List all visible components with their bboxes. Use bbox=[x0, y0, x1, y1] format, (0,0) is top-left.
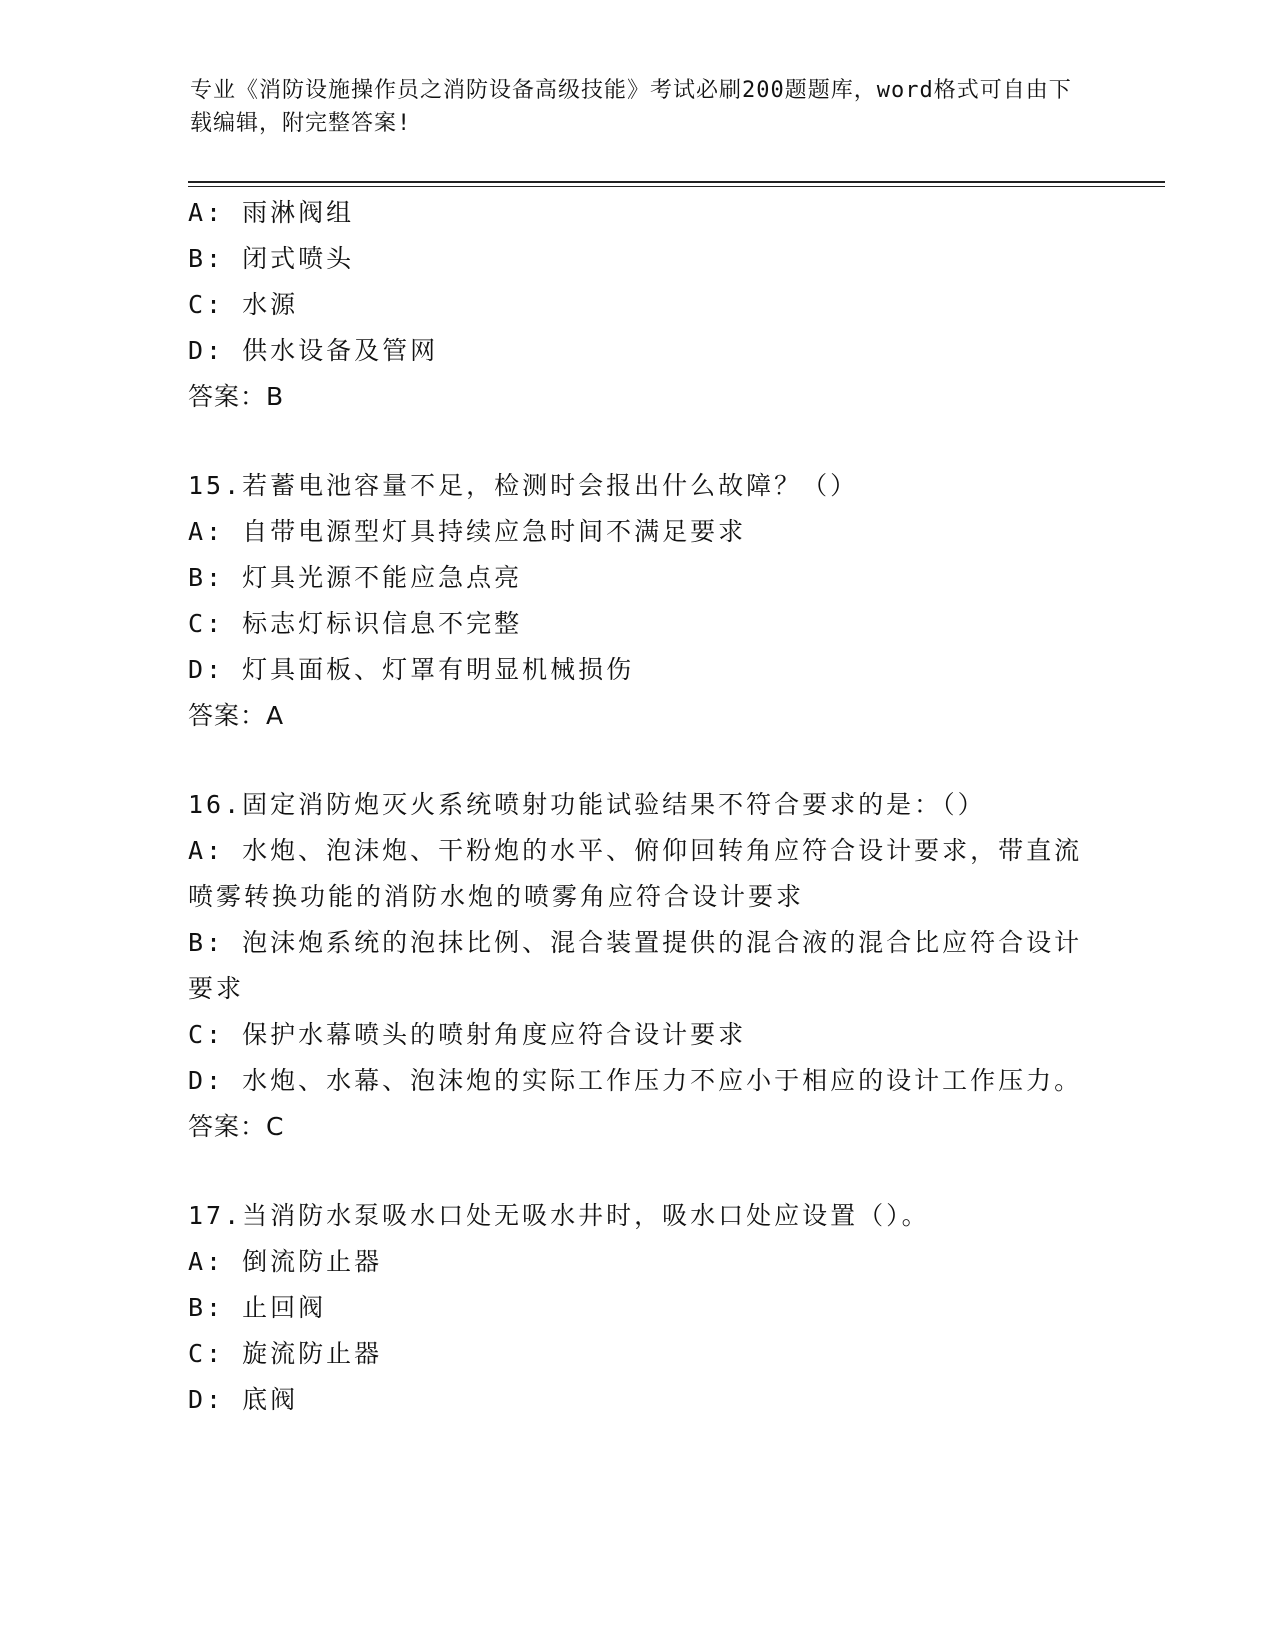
question-stem: 15.若蓄电池容量不足，检测时会报出什么故障？（） bbox=[188, 471, 859, 500]
option-d: D: 底阀 bbox=[188, 1385, 299, 1414]
answer-line: 答案：A bbox=[188, 701, 285, 730]
option-a: A: 雨淋阀组 bbox=[188, 198, 355, 227]
option-d: D: 灯具面板、灯罩有明显机械损伤 bbox=[188, 655, 635, 684]
option-c: C: 保护水幕喷头的喷射角度应符合设计要求 bbox=[188, 1020, 747, 1049]
question-stem: 17.当消防水泵吸水口处无吸水井时，吸水口处应设置（）。 bbox=[188, 1201, 930, 1230]
option-b: B: 灯具光源不能应急点亮 bbox=[188, 563, 523, 592]
header-divider-thin bbox=[188, 186, 1165, 187]
option-b: B: 泡沫炮系统的泡抹比例、混合装置提供的混合液的混合比应符合设计要求 bbox=[188, 928, 1083, 1003]
option-c: C: 水源 bbox=[188, 290, 299, 319]
option-a: A: 自带电源型灯具持续应急时间不满足要求 bbox=[188, 517, 747, 546]
option-d: D: 水炮、水幕、泡沫炮的实际工作压力不应小于相应的设计工作压力。 bbox=[188, 1066, 1083, 1095]
question-list bbox=[188, 190, 1088, 1423]
header-divider-thick bbox=[188, 181, 1165, 183]
answer-line: 答案：C bbox=[188, 1112, 285, 1141]
question-stem: 16.固定消防炮灭火系统喷射功能试验结果不符合要求的是：（） bbox=[188, 790, 986, 819]
answer-line: 答案：B bbox=[188, 382, 285, 411]
question-block bbox=[188, 190, 1088, 420]
option-b: B: 闭式喷头 bbox=[188, 244, 355, 273]
question-block bbox=[188, 463, 1088, 739]
page-header: 专业《消防设施操作员之消防设备高级技能》考试必刷200题题库，word格式可自由下载编辑，附完整答案! bbox=[190, 78, 1072, 136]
option-a: A: 倒流防止器 bbox=[188, 1247, 383, 1276]
question-block bbox=[188, 782, 1088, 1150]
option-b: B: 止回阀 bbox=[188, 1293, 327, 1322]
option-c: C: 标志灯标识信息不完整 bbox=[188, 609, 523, 638]
option-c: C: 旋流防止器 bbox=[188, 1339, 383, 1368]
option-d: D: 供水设备及管网 bbox=[188, 336, 439, 365]
question-block bbox=[188, 1193, 1088, 1423]
option-a: A: 水炮、泡沫炮、干粉炮的水平、俯仰回转角应符合设计要求，带直流喷雾转换功能的消防水炮的喷雾角应符合设计要求 bbox=[188, 836, 1083, 911]
